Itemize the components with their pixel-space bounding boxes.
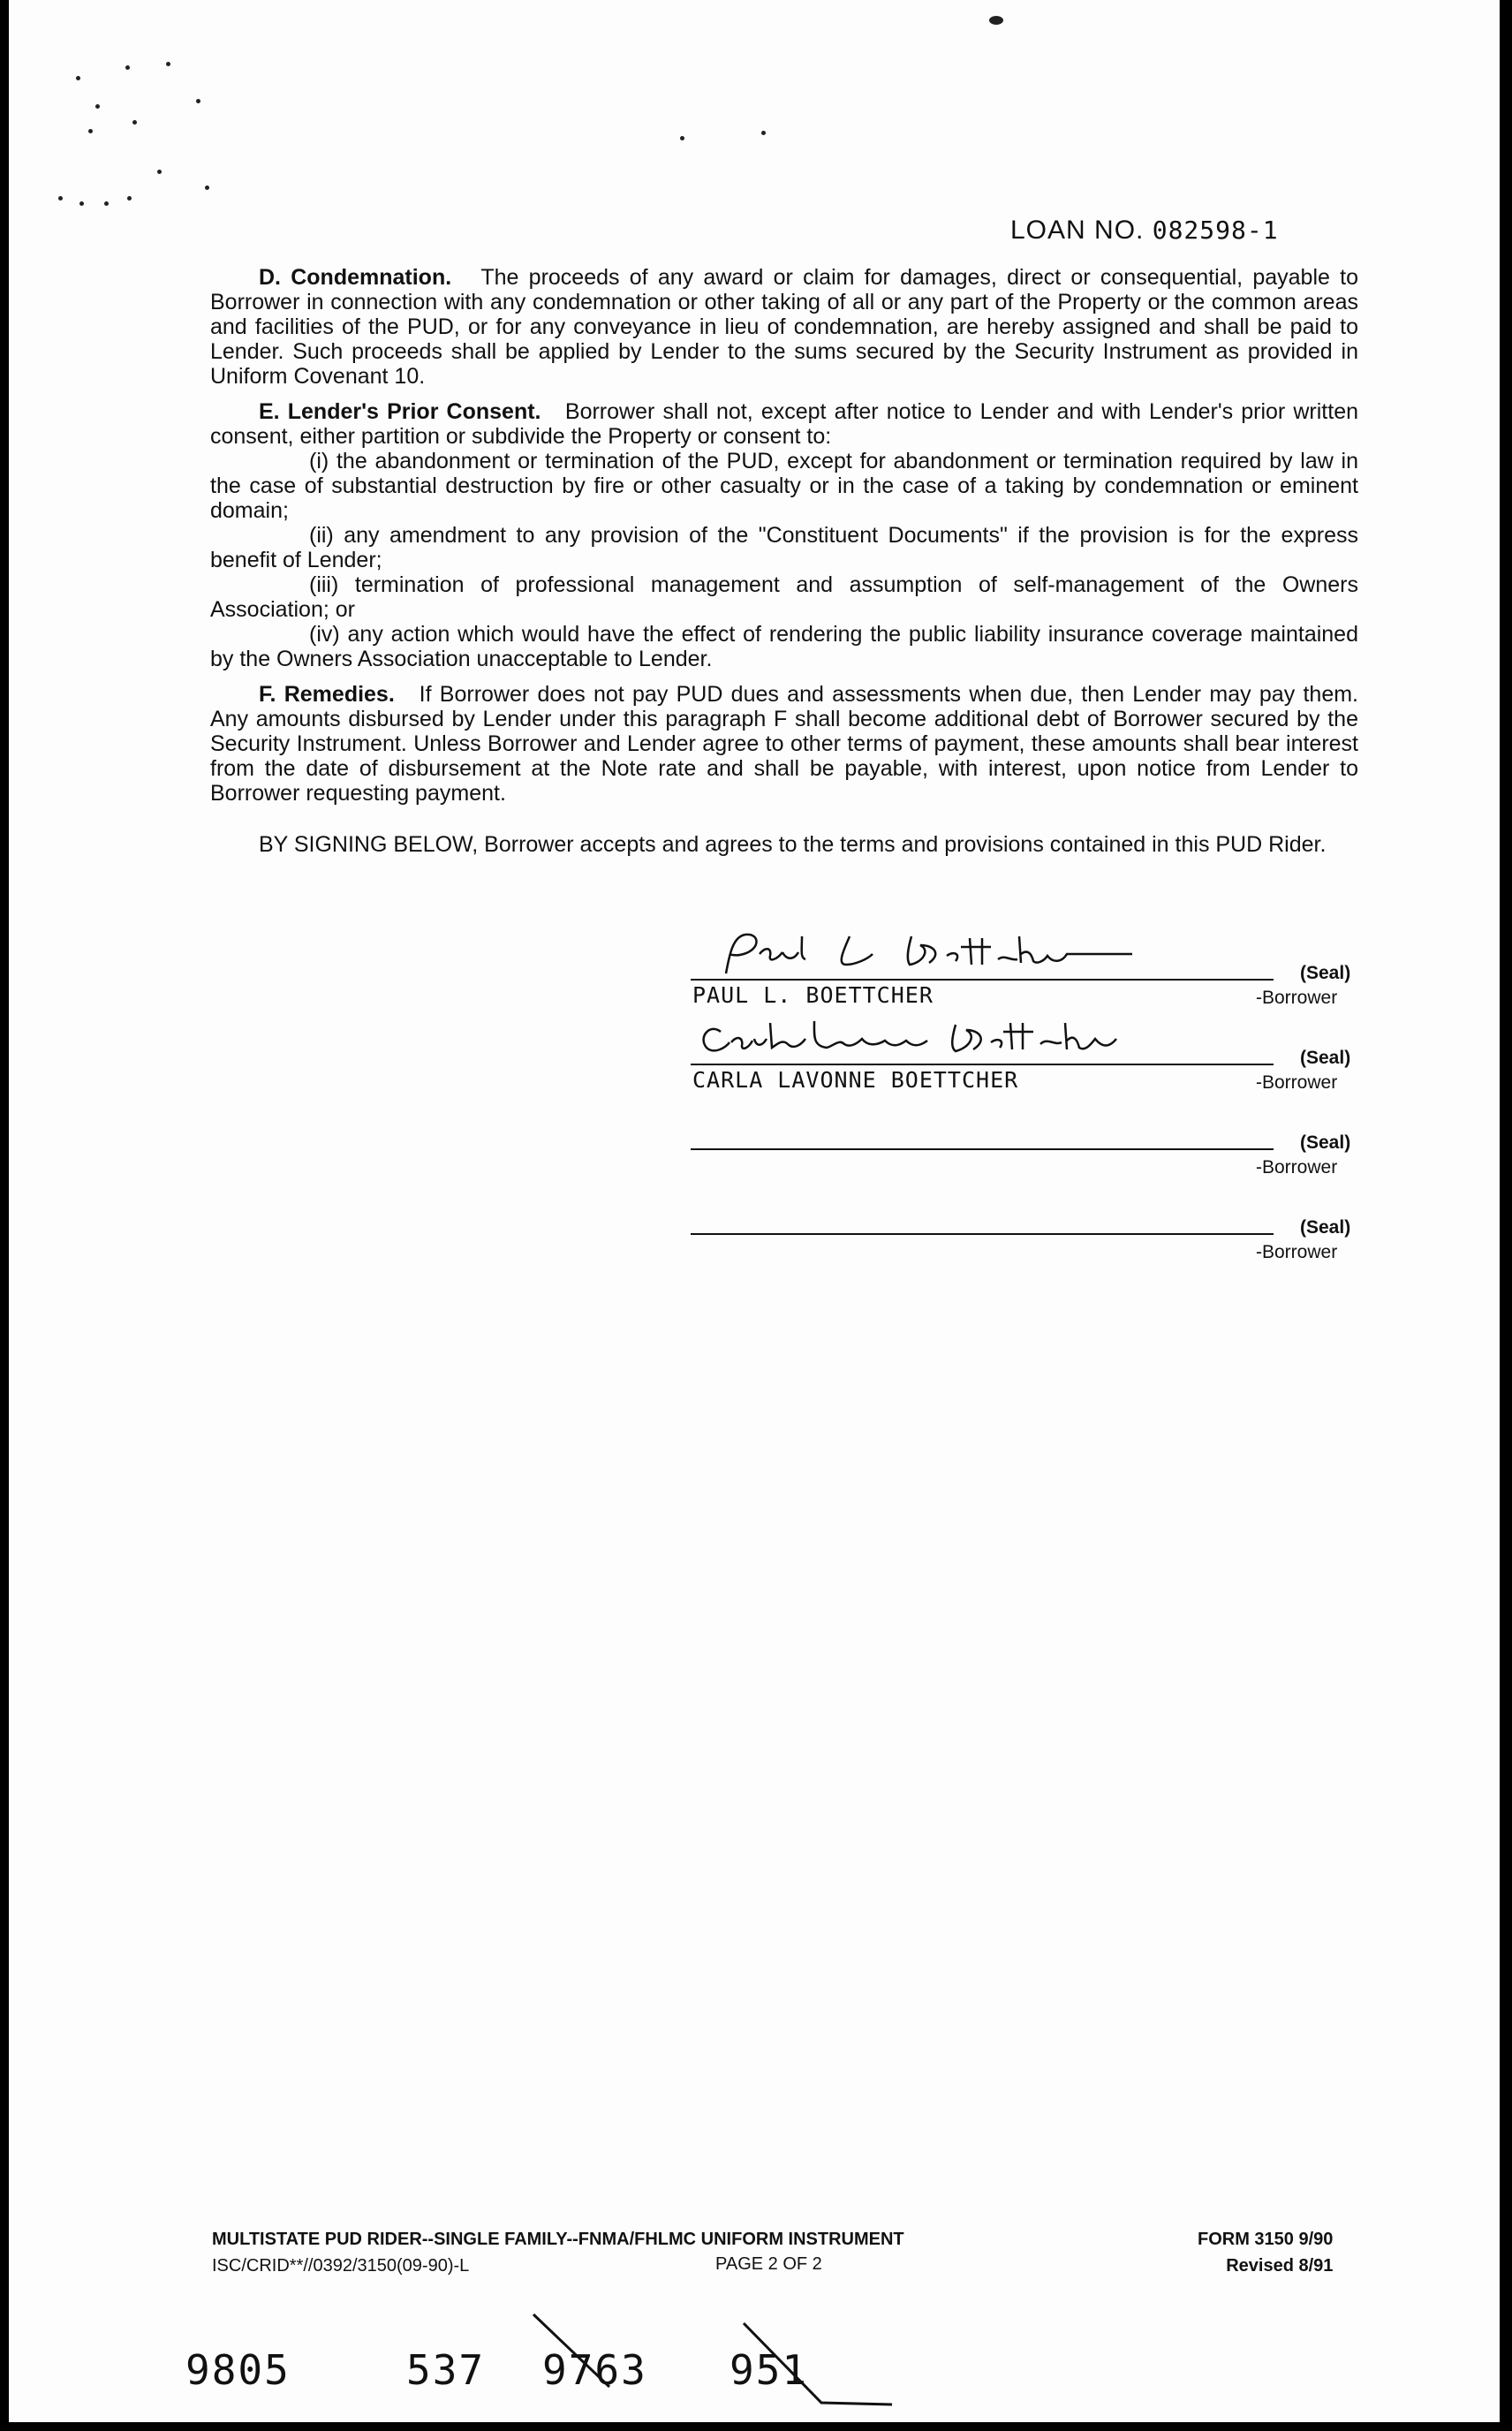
- borrower-name: CARLA LAVONNE BOETTCHER: [692, 1067, 1019, 1093]
- section-d-text: The proceeds of any award or claim for damages, direct or consequential, payable to Borrower in connection with any condemnation or other taking of all or any part of the Property or the common areas and facilities of the PUD, or for any conveyance in lieu of condemnation, are hereby assigned and shall be paid to Lender. Such proceeds shall be applied by Lender to the sums secured by the Security Instrument as provided in Uniform Covenant 10.: [210, 265, 1358, 389]
- scan-speck: [680, 136, 684, 140]
- section-e-item: (ii) any amendment to any provision of the "Constituent Documents" if the provision is for the express benefit of Lender;: [210, 523, 1358, 572]
- document-page: [9, 0, 1500, 2422]
- section-d: [210, 265, 1358, 389]
- loan-label: LOAN NO.: [1010, 216, 1145, 245]
- seal-label: (Seal): [1300, 1048, 1351, 1068]
- form-revision: [1198, 2226, 1333, 2279]
- loan-number: [1010, 216, 1279, 246]
- scan-speck: [127, 196, 132, 201]
- scan-speck: [205, 186, 209, 190]
- seal-label: (Seal): [1300, 1132, 1351, 1153]
- signature-line: [691, 1148, 1274, 1150]
- scan-speck: [76, 76, 80, 80]
- section-e: [210, 399, 1358, 449]
- signing-statement: BY SIGNING BELOW, Borrower accepts and agrees to the terms and provisions contained in this PUD Rider.: [259, 832, 1327, 857]
- rider-body: [210, 265, 1358, 867]
- borrower-label: -Borrower: [1256, 1242, 1338, 1262]
- signature-row: [691, 1023, 1362, 1108]
- form-number: FORM 3150 9/90: [1198, 2230, 1334, 2249]
- signature-block: [691, 938, 1362, 1277]
- handwritten-signature-carla: [691, 1012, 1238, 1069]
- scan-speck: [157, 170, 162, 174]
- section-e-item: (iii) termination of professional management and assumption of self-management of the Owners Association; or: [210, 572, 1358, 622]
- borrower-name: PAUL L. BOETTCHER: [692, 982, 934, 1008]
- stamp-number: 951: [730, 2346, 809, 2394]
- scan-speck: [88, 129, 93, 133]
- signature-line: [691, 1233, 1274, 1235]
- stamp-number: 9763: [542, 2346, 647, 2394]
- scan-speck: [132, 120, 137, 125]
- form-code: ISC/CRID**//0392/3150(09-90)-L: [212, 2256, 470, 2276]
- section-f: [210, 682, 1358, 806]
- scan-speck: [166, 62, 170, 66]
- section-f-text: If Borrower does not pay PUD dues and assessments when due, then Lender may pay them. Any amounts disbursed by Lender under this paragraph F shall become additional debt of Borrower secured by the Security Instrument. Unless Borrower and Lender agree to other terms of payment, these amounts shall bear interest from the date of disbursement at the Note rate and shall be payable, with interest, upon notice from Lender to Borrower requesting payment.: [210, 682, 1358, 806]
- scan-speck: [58, 196, 63, 201]
- scan-speck: [761, 131, 766, 135]
- form-title: MULTISTATE PUD RIDER--SINGLE FAMILY--FNMA/FHLMC UNIFORM INSTRUMENT: [212, 2230, 904, 2249]
- borrower-label: -Borrower: [1256, 988, 1338, 1008]
- signature-row: [691, 938, 1362, 1023]
- section-d-heading: D. Condemnation.: [259, 265, 452, 290]
- borrower-label: -Borrower: [1256, 1072, 1338, 1093]
- page-number: PAGE 2 OF 2: [715, 2254, 822, 2274]
- signature-row: [691, 1108, 1362, 1193]
- section-f-heading: F. Remedies.: [259, 682, 395, 707]
- signature-row: [691, 1193, 1362, 1277]
- seal-label: (Seal): [1300, 1217, 1351, 1238]
- section-e-heading: E. Lender's Prior Consent.: [259, 399, 541, 424]
- signature-line: [691, 1064, 1274, 1065]
- stamp-number: 9805: [185, 2346, 291, 2394]
- handwritten-signature-paul: [691, 928, 1132, 984]
- scan-speck: [104, 201, 109, 206]
- signature-line: [691, 979, 1274, 981]
- scan-speck: [95, 104, 100, 109]
- scan-speck: [79, 201, 84, 206]
- section-e-item: (iv) any action which would have the effect of rendering the public liability insurance coverage maintained by the Owners Association unacceptable to Lender.: [210, 622, 1358, 671]
- borrower-label: -Borrower: [1256, 1157, 1338, 1178]
- revised-date: Revised 8/91: [1226, 2256, 1334, 2276]
- scan-speck: [196, 99, 200, 103]
- scan-speck: [125, 65, 130, 70]
- section-e-item: (i) the abandonment or termination of the PUD, except for abandonment or termination required by law in the case of substantial destruction by fire or other casualty or in the case of a taking by condemnation or eminent domain;: [210, 449, 1358, 523]
- scan-speck: [989, 16, 1003, 25]
- section-e-text: Borrower shall not, except after notice to Lender and with Lender's prior written consent, either partition or subdivide the Property or consent to:: [210, 399, 1359, 449]
- seal-label: (Seal): [1300, 963, 1351, 983]
- strike-marks: [521, 2306, 910, 2420]
- loan-number-value: 082598-1: [1152, 216, 1279, 245]
- stamp-number: 537: [406, 2346, 486, 2394]
